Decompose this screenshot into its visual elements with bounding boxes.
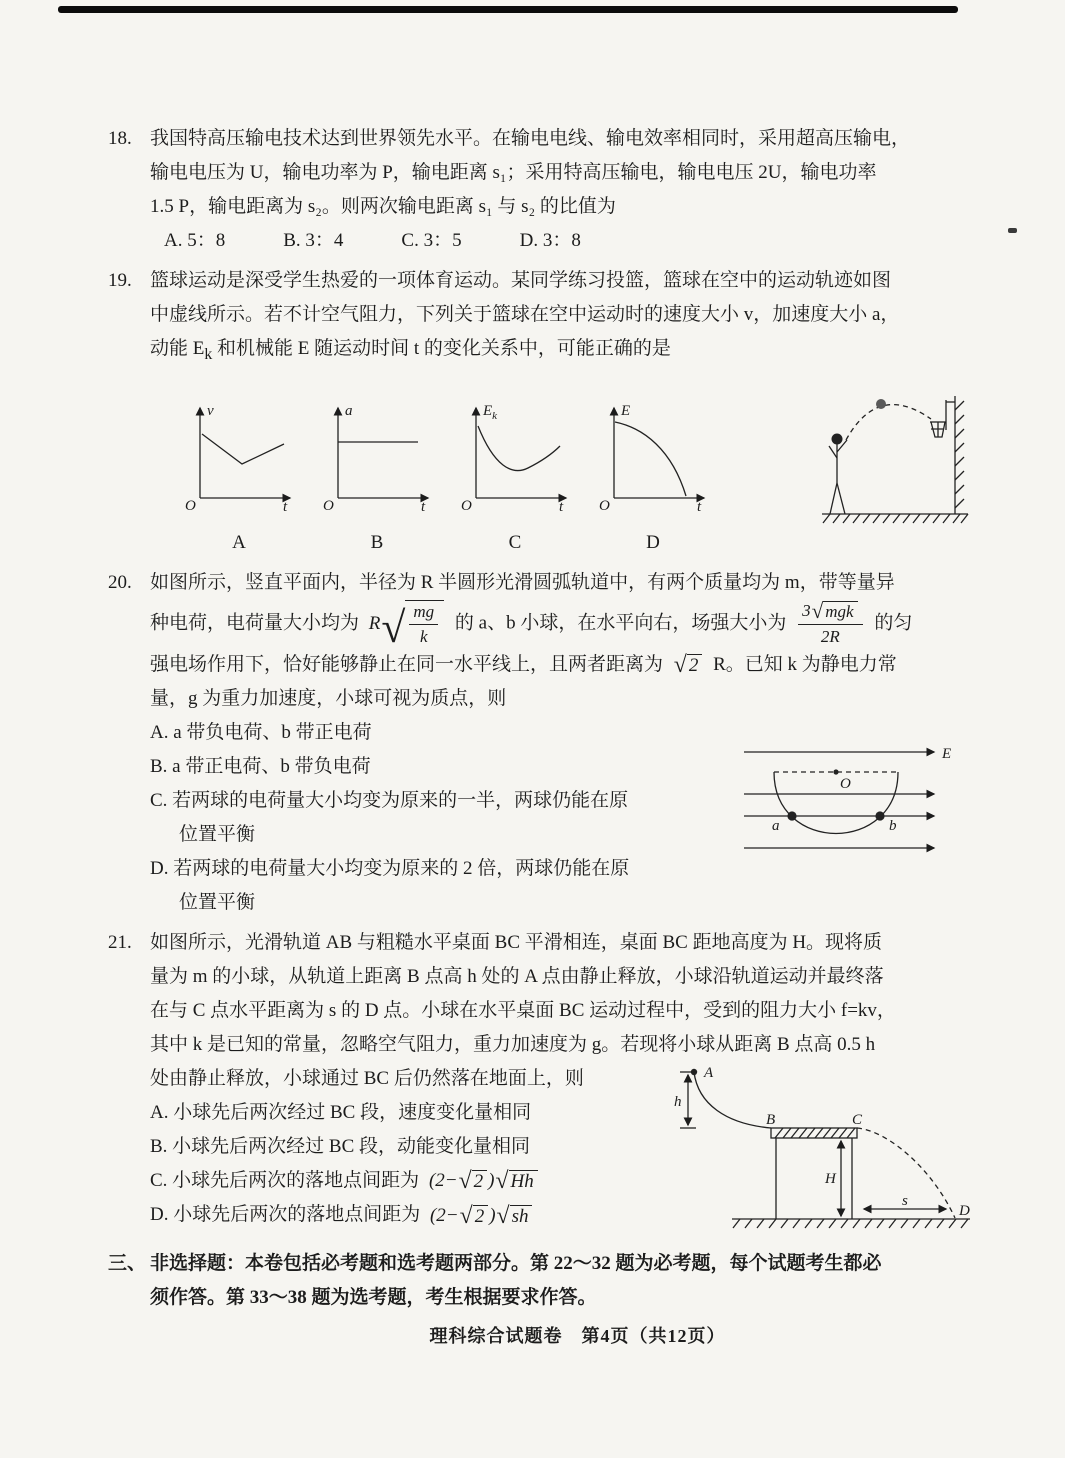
- q18-option-a: A. 5：8: [164, 230, 226, 251]
- origin-label: O: [185, 497, 196, 514]
- basketball-figure: [818, 382, 976, 544]
- semicircle-field-figure: [716, 742, 968, 864]
- question-19-text-line: 中虚线所示。若不计空气阻力，下列关于篮球在空中运动时的速度大小 v，加速度大小 a，: [150, 304, 900, 325]
- wall-hatching: [955, 401, 964, 508]
- ground-hatching: [823, 514, 968, 523]
- section-3-header: [108, 1247, 976, 1315]
- player-leg-right: [837, 483, 845, 514]
- section-3-body: [150, 1247, 976, 1315]
- page-content: [108, 122, 976, 1321]
- question-21-lower: [150, 1062, 976, 1233]
- q21-option-b: B. 小球先后两次经过 BC 段，动能变化量相同: [150, 1135, 531, 1157]
- question-20: [108, 566, 976, 920]
- y-axis-label: E: [621, 402, 631, 419]
- label-C: C: [852, 1111, 863, 1128]
- ground-hatching: [733, 1219, 968, 1228]
- table-hatching: [775, 1128, 855, 1138]
- label-H: H: [825, 1170, 836, 1187]
- semicircular-track: [774, 772, 898, 834]
- question-18-number: 18.: [108, 128, 132, 149]
- label-h: h: [674, 1093, 682, 1110]
- question-21-body: [150, 926, 976, 1233]
- question-21-number: 21.: [108, 931, 132, 953]
- question-21-text-line: 在与 C 点水平距离为 s 的 D 点。小球在水平桌面 BC 运动过程中，受到的阻力大小 f=kv，: [150, 999, 896, 1021]
- section-3-text-line: 须作答。第 33～38 题为选考题，考生根据要求作答。: [150, 1286, 597, 1308]
- Ek-curve: [478, 426, 560, 471]
- ball-b-label: b: [889, 817, 897, 834]
- page-footer: 理科综合试题卷 第4页（共12页）: [429, 1326, 726, 1346]
- question-21-text-line: 量为 m 的小球，从轨道上距离 B 点高 h 处的 A 点由静止释放，小球沿轨道运动并最终落: [150, 965, 884, 987]
- E-t-graph: [592, 398, 714, 515]
- label-D: D: [959, 1202, 970, 1219]
- Ek-t-graph: [454, 398, 576, 515]
- origin-label: O: [599, 497, 610, 514]
- hoop-net: [931, 422, 945, 437]
- origin-label: O: [323, 497, 334, 514]
- ball-a-label: a: [772, 817, 780, 834]
- ball-trajectory: [846, 404, 931, 439]
- ball-a: [787, 811, 796, 820]
- x-axis-label: t: [421, 498, 426, 515]
- q18-option-b: B. 3：4: [283, 230, 344, 251]
- field-strength-formula: 3 √ mgk 2R: [796, 600, 865, 647]
- question-20-number: 20.: [108, 571, 132, 593]
- question-18-body: [150, 122, 976, 258]
- question-19-body: [150, 264, 976, 560]
- q18-option-d: D. 3：8: [519, 230, 581, 251]
- x-axis-label: t: [559, 498, 564, 515]
- x-axis-label: t: [283, 498, 288, 515]
- section-3-text-line: 非选择题：本卷包括必考题和选考题两部分。第 22～32 题为必考题，每个试题考生都必: [150, 1252, 882, 1274]
- ball-b: [875, 811, 884, 820]
- question-20-body: [150, 566, 976, 920]
- player-arm-back: [829, 446, 837, 458]
- q20-figure: [716, 742, 968, 876]
- basketball-trajectory-figure: [818, 382, 976, 532]
- field-label-E: E: [942, 745, 952, 762]
- section-3-marker: 三、: [108, 1252, 147, 1274]
- label-B: B: [766, 1111, 776, 1128]
- q21-option-d: D. 小球先后两次的落地点间距为 (2− √ 2 ) √ sh: [150, 1198, 976, 1233]
- question-18-text-line: 输电电压为 U，输电功率为 P，输电距离 s₁；采用特高压输电，输电电压 2U，输电功率: [150, 162, 877, 183]
- q20-option-d-cont: 位置平衡: [179, 891, 256, 913]
- question-19: [108, 264, 976, 560]
- v-curve: [202, 434, 284, 464]
- E-curve: [615, 422, 686, 496]
- question-19-text-line: 动能 $E_k$ 和机械能 E 随运动时间 t 的变化关系中，可能正确的是: [150, 338, 671, 363]
- player-head: [832, 433, 843, 444]
- y-axis-label: $E_k$: [483, 402, 498, 422]
- q21-option-d-formula: (2− √ 2 ) √ sh: [430, 1199, 533, 1233]
- q19-graph-D: [592, 398, 714, 560]
- q20-option-c: C. 若两球的电荷量大小均变为原来的一半，两球仍能在原: [150, 789, 629, 811]
- q19-graph-C: [454, 398, 576, 560]
- a-t-graph: [316, 398, 438, 515]
- question-19-number: 19.: [108, 270, 132, 291]
- question-20-text-line: 量，g 为重力加速度，小球可视为质点，则: [150, 687, 507, 709]
- center-point-O: [833, 769, 838, 774]
- question-21-text-line: 处由静止释放，小球通过 BC 后仍然落在地面上，则: [150, 1067, 584, 1089]
- question-19-text-line: 篮球运动是深受学生热爱的一项体育运动。某同学练习投篮，篮球在空中的运动轨迹如图: [150, 270, 892, 291]
- scan-artifact-dot: [1008, 228, 1017, 233]
- player-leg-left: [830, 483, 837, 514]
- subscript-k: k: [204, 345, 213, 363]
- question-21-text-line: 如图所示，光滑轨道 AB 与粗糙水平桌面 BC 平滑相连，桌面 BC 距地高度为 H。现将质: [150, 931, 883, 953]
- question-21-text-line: 其中 k 是已知的常量，忽略空气阻力，重力加速度为 g。若现将小球从距离 B 点高 0.5 h: [150, 1033, 876, 1055]
- center-label-O: O: [840, 775, 851, 792]
- label-A: A: [704, 1064, 714, 1081]
- label-s: s: [902, 1192, 908, 1209]
- q19-graphs-row: [150, 372, 976, 560]
- sqrt2R-expression: √ 2: [673, 653, 704, 677]
- y-axis-label: v: [207, 402, 214, 419]
- question-20-text-line: 强电场作用下，恰好能够静止在同一水平线上，且两者距离为 √ 2 R。已知 k 为静电力常: [150, 652, 897, 679]
- question-18-text-line: 我国特高压输电技术达到世界领先水平。在输电电线、输电效率相同时，采用超高压输电，: [150, 128, 911, 149]
- q20-option-a: A. a 带负电荷、b 带正电荷: [150, 721, 372, 743]
- question-20-text-line: 如图所示，竖直平面内，半径为 R 半圆形光滑圆弧轨道中，有两个质量均为 m，带等量异: [150, 571, 895, 593]
- q20-option-b: B. a 带正电荷、b 带负电荷: [150, 755, 371, 777]
- track-table-figure: [674, 1060, 976, 1236]
- q20-option-c-cont: 位置平衡: [179, 823, 256, 845]
- q20-option-d: D. 若两球的电荷量大小均变为原来的 2 倍，两球仍能在原: [150, 857, 630, 879]
- x-axis-label: t: [697, 498, 702, 515]
- graph-D-label: D: [646, 531, 660, 553]
- charge-magnitude-formula: R √ $\frac{mg}{k}$: [369, 600, 445, 648]
- origin-label: O: [461, 497, 472, 514]
- q19-graph-A: [178, 398, 300, 560]
- question-18: [108, 122, 976, 258]
- question-18-text-line: 1.5 P，输电距离为 s₂。则两次输电距离 s₁ 与 s₂ 的比值为: [150, 196, 616, 217]
- q21-option-c-formula: (2− √ 2 ) √ Hh: [429, 1164, 539, 1198]
- v-t-graph: [178, 398, 300, 515]
- scan-artifact-top-strip: [58, 6, 958, 13]
- q18-option-c: C. 3：5: [401, 230, 462, 251]
- q21-figure: [674, 1060, 976, 1248]
- q21-option-a: A. 小球先后两次经过 BC 段，速度变化量相同: [150, 1101, 532, 1123]
- graph-C-label: C: [508, 531, 522, 553]
- q21-option-c: C. 小球先后两次的落地点间距为 (2− √ 2 ) √ Hh: [150, 1164, 976, 1199]
- graph-B-label: B: [370, 531, 384, 553]
- graph-A-label: A: [232, 531, 246, 553]
- question-21: [108, 926, 976, 1233]
- q19-graph-B: [316, 398, 438, 560]
- question-18-options: [150, 224, 976, 258]
- y-axis-label: a: [345, 402, 353, 419]
- basketball: [876, 399, 886, 409]
- question-20-options: [150, 716, 976, 920]
- question-20-text-line: 种电荷，电荷量大小均为 R √ $\frac{mg}{k}$ 的 a、b 小球，在水平向右，场强大小为 3 √ mgk 2R 的匀: [150, 599, 913, 652]
